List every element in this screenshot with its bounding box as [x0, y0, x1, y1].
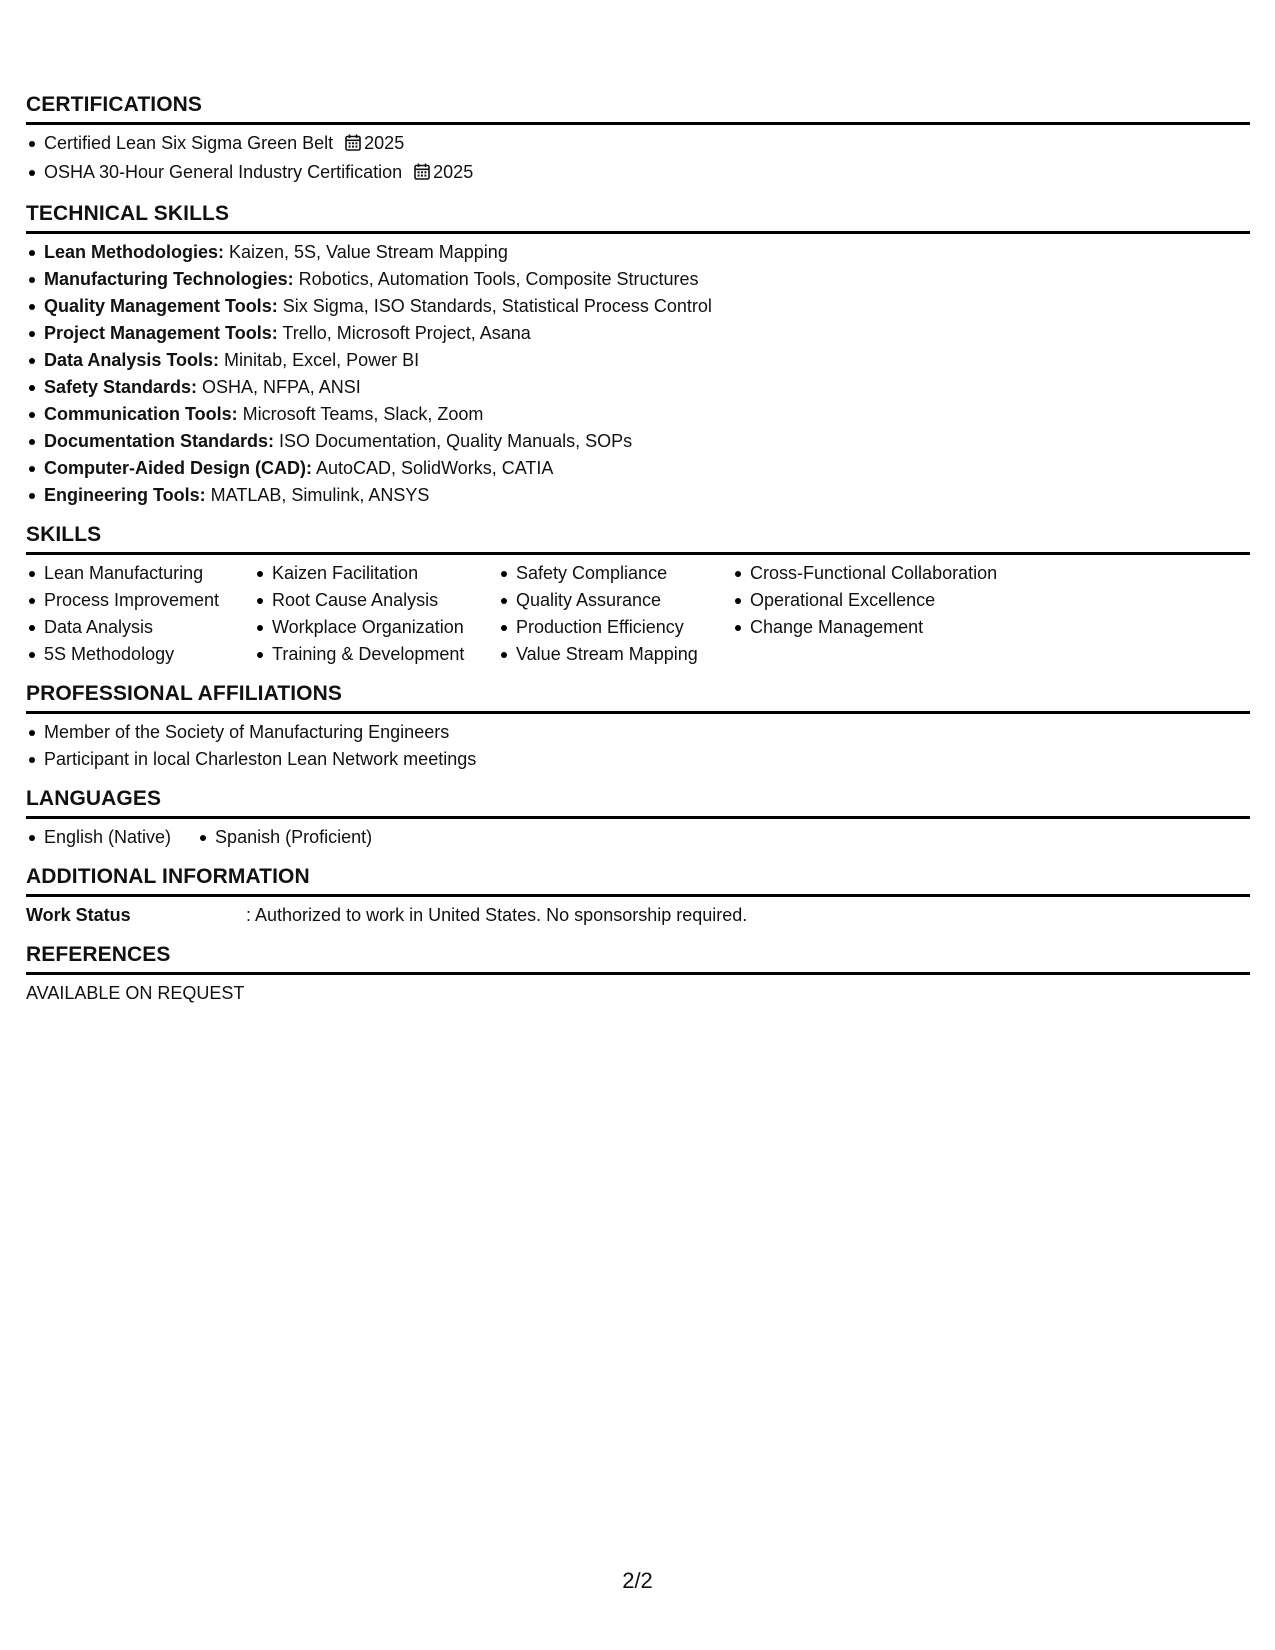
section-title: REFERENCES [26, 942, 1250, 975]
skills-grid [26, 560, 1250, 668]
list-item: Training & Development [254, 641, 498, 668]
skill-category: Quality Management Tools: [44, 296, 278, 316]
references-section [26, 942, 1250, 1007]
skills-column [498, 560, 732, 668]
page-number: 2/2 [622, 1568, 653, 1593]
section-title: TECHNICAL SKILLS [26, 201, 1250, 234]
skill-category: Engineering Tools: [44, 485, 206, 505]
skill-category: Documentation Standards: [44, 431, 275, 451]
skill-category: Communication Tools: [44, 404, 238, 424]
list-item: Lean Manufacturing [26, 560, 254, 587]
skill-category: Project Management Tools: [44, 323, 278, 343]
technical-skills-list [26, 239, 1250, 509]
list-item: Safety Compliance [498, 560, 732, 587]
calendar-icon [414, 161, 430, 188]
section-title: PROFESSIONAL AFFILIATIONS [26, 681, 1250, 714]
list-item [26, 266, 1250, 293]
list-item: Member of the Society of Manufacturing Engineers [26, 719, 1250, 746]
work-status-label: Work Status [26, 905, 131, 925]
section-title: LANGUAGES [26, 786, 1250, 819]
skill-values: Kaizen, 5S, Value Stream Mapping [224, 242, 508, 262]
list-item: Data Analysis [26, 614, 254, 641]
skill-category: Computer-Aided Design (CAD): [44, 458, 312, 478]
skills-column [26, 560, 254, 668]
languages-list [26, 824, 1250, 851]
affiliations-list [26, 719, 1250, 773]
list-item [26, 293, 1250, 320]
section-title: CERTIFICATIONS [26, 92, 1250, 125]
skill-values: MATLAB, Simulink, ANSYS [205, 485, 430, 505]
technical-skills-section [26, 201, 1250, 509]
list-item: Participant in local Charleston Lean Network meetings [26, 746, 1250, 773]
certification-year: 2025 [364, 133, 405, 153]
list-item [26, 239, 1250, 266]
skill-category: Lean Methodologies: [44, 242, 224, 262]
list-item [26, 428, 1250, 455]
list-item [26, 159, 1250, 188]
skill-category: Data Analysis Tools: [44, 350, 220, 370]
skill-values: Six Sigma, ISO Standards, Statistical Process Control [277, 296, 712, 316]
resume-page [26, 92, 1250, 1007]
skill-category: Manufacturing Technologies: [44, 269, 294, 289]
affiliations-section [26, 681, 1250, 773]
certifications-section [26, 92, 1250, 188]
skill-values: Robotics, Automation Tools, Composite Structures [293, 269, 699, 289]
list-item: Workplace Organization [254, 614, 498, 641]
list-item: Process Improvement [26, 587, 254, 614]
list-item: Quality Assurance [498, 587, 732, 614]
list-item: Value Stream Mapping [498, 641, 732, 668]
languages-section [26, 786, 1250, 851]
skill-values: Minitab, Excel, Power BI [219, 350, 420, 370]
list-item: Production Efficiency [498, 614, 732, 641]
certification-name: OSHA 30-Hour General Industry Certification [44, 162, 403, 182]
list-item [26, 320, 1250, 347]
skill-values: AutoCAD, SolidWorks, CATIA [312, 458, 554, 478]
work-status-row [26, 902, 1250, 929]
calendar-icon [345, 132, 361, 159]
skill-values: Trello, Microsoft Project, Asana [277, 323, 531, 343]
list-item: Kaizen Facilitation [254, 560, 498, 587]
additional-info-section [26, 864, 1250, 929]
list-item [26, 455, 1250, 482]
certification-name: Certified Lean Six Sigma Green Belt [44, 133, 334, 153]
list-item: Change Management [732, 614, 1032, 641]
list-item [26, 130, 1250, 159]
list-item [26, 482, 1250, 509]
list-item [26, 347, 1250, 374]
list-item: English (Native) [26, 824, 171, 851]
list-item: Spanish (Proficient) [197, 824, 372, 851]
skill-values: OSHA, NFPA, ANSI [197, 377, 361, 397]
list-item: Root Cause Analysis [254, 587, 498, 614]
list-item [26, 401, 1250, 428]
skills-column [254, 560, 498, 668]
list-item: Operational Excellence [732, 587, 1032, 614]
section-title: ADDITIONAL INFORMATION [26, 864, 1250, 897]
certifications-list [26, 130, 1250, 188]
section-title: SKILLS [26, 522, 1250, 555]
skill-values: Microsoft Teams, Slack, Zoom [237, 404, 484, 424]
list-item: Cross-Functional Collaboration [732, 560, 1032, 587]
references-text: AVAILABLE ON REQUEST [26, 983, 245, 1003]
certification-year: 2025 [433, 162, 474, 182]
skill-values: ISO Documentation, Quality Manuals, SOPs [274, 431, 633, 451]
skills-column [732, 560, 1032, 668]
list-item: 5S Methodology [26, 641, 254, 668]
skills-section [26, 522, 1250, 668]
list-item [26, 374, 1250, 401]
skill-category: Safety Standards: [44, 377, 198, 397]
work-status-value: : Authorized to work in United States. No sponsorship required. [246, 905, 748, 925]
